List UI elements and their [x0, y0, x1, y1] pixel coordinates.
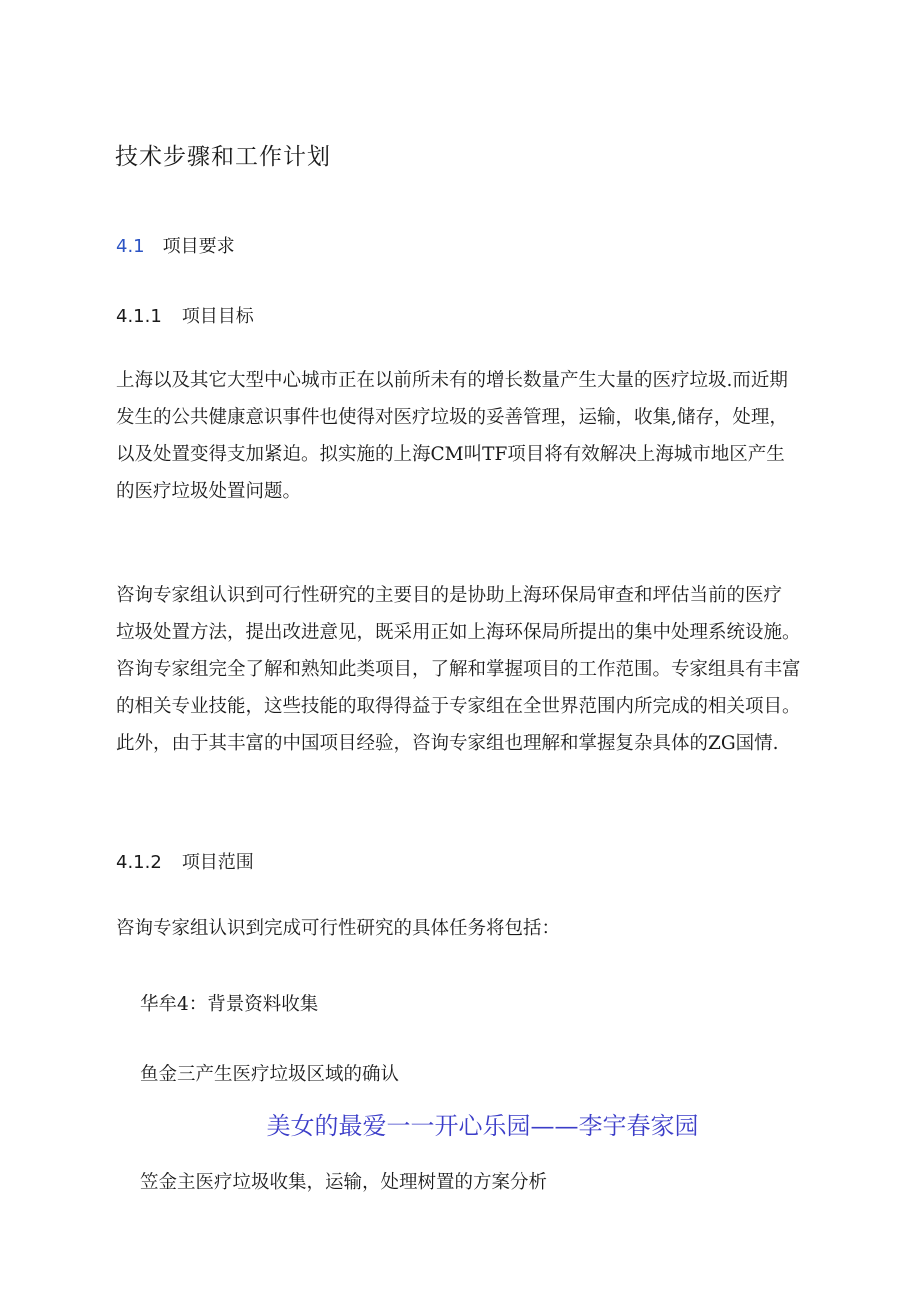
task-item: 鱼金三产生医疗垃圾区域的确认 — [140, 1064, 400, 1085]
paragraph-line: 此外，由于其丰富的中国项目经验，咨询专家组也理解和掌握复杂具体的ZG国情. — [116, 733, 779, 754]
subsection-heading-scope — [116, 848, 254, 874]
paragraph-goals — [116, 362, 896, 510]
section-number: 4.1 — [116, 236, 145, 257]
subsection-number: 4.1.2 — [116, 852, 162, 873]
paragraph-line: 垃圾处置方法，提出改进意见，既采用正如上海环保局所提出的集中处理系统设施。 — [116, 622, 801, 643]
paragraph-line: 的医疗垃圾处置问题。 — [116, 481, 302, 502]
section-label: 项目要求 — [162, 236, 235, 257]
task-item: 笠金主医疗垃圾收集，运输，处理树置的方案分析 — [140, 1172, 548, 1193]
paragraph-line: 发生的公共健康意识事件也使得对医疗垃圾的妥善管理，运输，收集,储存，处理， — [116, 407, 788, 428]
paragraph-line: 咨询专家组认识到完成可行性研究的具体任务将包括： — [116, 918, 561, 939]
subsection-label: 项目范围 — [181, 852, 254, 873]
document-title: 技术步骤和工作计划 — [115, 144, 331, 170]
overlay-banner-text: 美女的最爱一一开心乐园——李宇春家园 — [266, 1112, 699, 1140]
subsection-number: 4.1.1 — [116, 306, 162, 327]
paragraph-purpose — [116, 577, 896, 762]
task-item: 华牟4：背景资料收集 — [140, 994, 319, 1015]
paragraph-tasks-intro — [116, 910, 896, 947]
paragraph-line: 以及处置变得支加紧迫。拟实施的上海CM叫TF项目将有效解决上海城市地区产生 — [116, 444, 785, 465]
paragraph-line: 的相关专业技能，这些技能的取得得益于专家组在全世界范围内所完成的相关项目。 — [116, 696, 801, 717]
subsection-heading-goals — [116, 302, 254, 328]
paragraph-line: 咨询专家组认识到可行性研究的主要目的是协助上海环保局审查和坪估当前的医疗 — [116, 585, 783, 606]
paragraph-line: 咨询专家组完全了解和熟知此类项目，了解和掌握项目的工作范围。专家组具有丰富 — [116, 659, 801, 680]
paragraph-line: 上海以及其它大型中心城市正在以前所未有的增长数量产生大量的医疗垃圾.而近期 — [116, 370, 788, 391]
subsection-label: 项目目标 — [181, 306, 254, 327]
section-heading — [116, 232, 235, 258]
